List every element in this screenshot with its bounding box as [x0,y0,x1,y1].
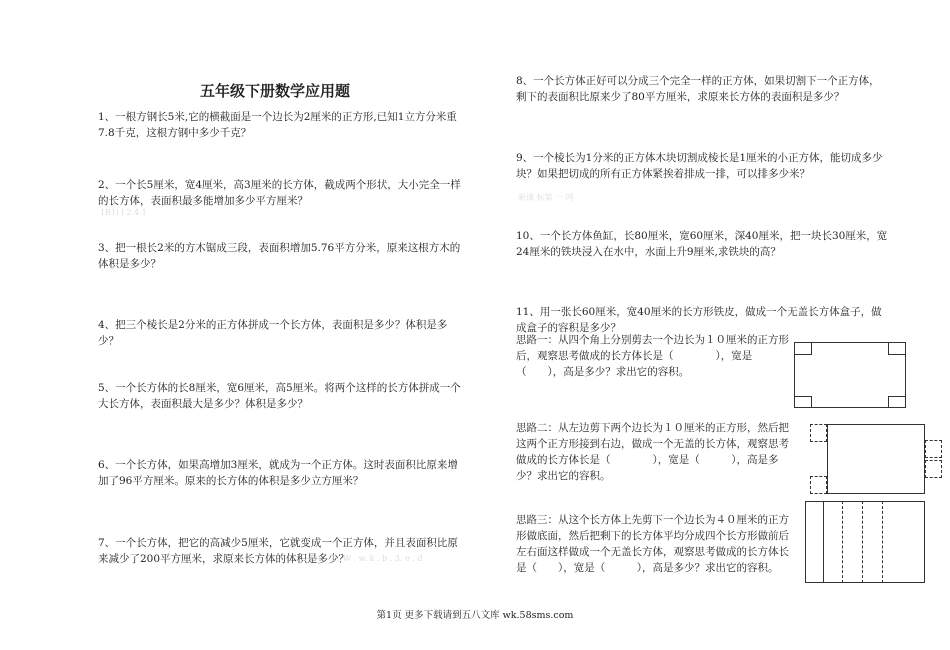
question-2: 2、一个长5厘米，宽4厘米，高3厘米的长方体，截成两个形状，大小完全一样的长方体，表面积最多能增加多少平方厘米？ [98,179,461,207]
idea-1: 思路一：从四个角上分别剪去一个边长为１０厘米的正方形后，观察思考做成的长方体长是（ ），宽是（ ），高是多少？求出它的容积。 [516,334,789,378]
page-title: 五年级下册数学应用题 [200,82,351,100]
question-10: 10、一个长方体鱼缸，长80厘米，宽60厘米，深40厘米，把一块长30厘米，宽24厘米的铁块浸入在水中，水面上升9厘米,求铁块的高？ [516,230,888,258]
page-footer: 第1页 更多下载请到五八文库 wk.58sms.com [376,610,574,621]
watermark-3: 2 . W . w. k . b . 3. e . d [330,554,423,563]
question-4: 4、把三个棱长是2分米的正方体拼成一个长方体，表面积是多少？体积是多少？ [98,319,448,347]
watermark-2: 新课 标第 一 网 [518,193,574,202]
idea-3: 思路三：从这个长方体上先剪下一个边长为４０厘米的正方形做底面，然后把剩下的长方体平均分成四个长方形做前后左右面这样做成一个无盖长方体，观察思考做成的长方体长是（ ），宽是（ ），高是多少？求出它的容积。 [516,514,789,574]
question-9: 9、一个棱长为1分米的正方体木块切割成棱长是1厘米的小正方体，能切成多少块？如果把切成的所有正方体紧挨着排成一排，可以排多少米？ [516,152,883,180]
question-3: 3、把一根长2米的方木锯成三段，表面积增加5.76平方分米，原来这根方木的体积是多少？ [98,242,461,270]
question-11: 11、用一张长60厘米，宽40厘米的长方形铁皮，做成一个无盖长方体盒子，做成盒子的容积是多少？ [516,306,882,334]
question-1: 1、一根方钢长5米,它的横截面是一个边长为2厘米的正方形,已知1立方分米重7.8千克，这根方钢中多少千克？ [98,111,457,139]
question-8: 8、一个长方体正好可以分成三个完全一样的正方体，如果切割下一个正方体，剩下的表面积比原来少了80平方厘米，求原来长方体的表面积是多少？ [516,75,880,103]
question-6: 6、一个长方体，如果高增加3厘米，就成为一个正方体。这时表面积比原来增加了96平方厘米。原来的长方体的体积是多少立方厘米？ [98,459,458,487]
watermark-1: 1R1i l 2.4 1 [100,208,147,217]
idea-2: 思路二：从左边剪下两个边长为１０厘米的正方形，然后把这两个正方形接到右边，做成一个无盖的长方体，观察思考做成的长方体长是（ ），宽是（ ），高是多少？求出它的容积。 [516,422,789,482]
question-5: 5、一个长方体的长8厘米，宽6厘米，高5厘米。将两个这样的长方体拼成一个大长方体，表面积最大是多少？体积是多少？ [98,382,461,410]
question-7: 7、一个长方体，把它的高减少5厘米，它就变成一个正方体，并且表面积比原来减少了200平方厘米，求原来长方体的体积是多少？ [98,537,458,565]
